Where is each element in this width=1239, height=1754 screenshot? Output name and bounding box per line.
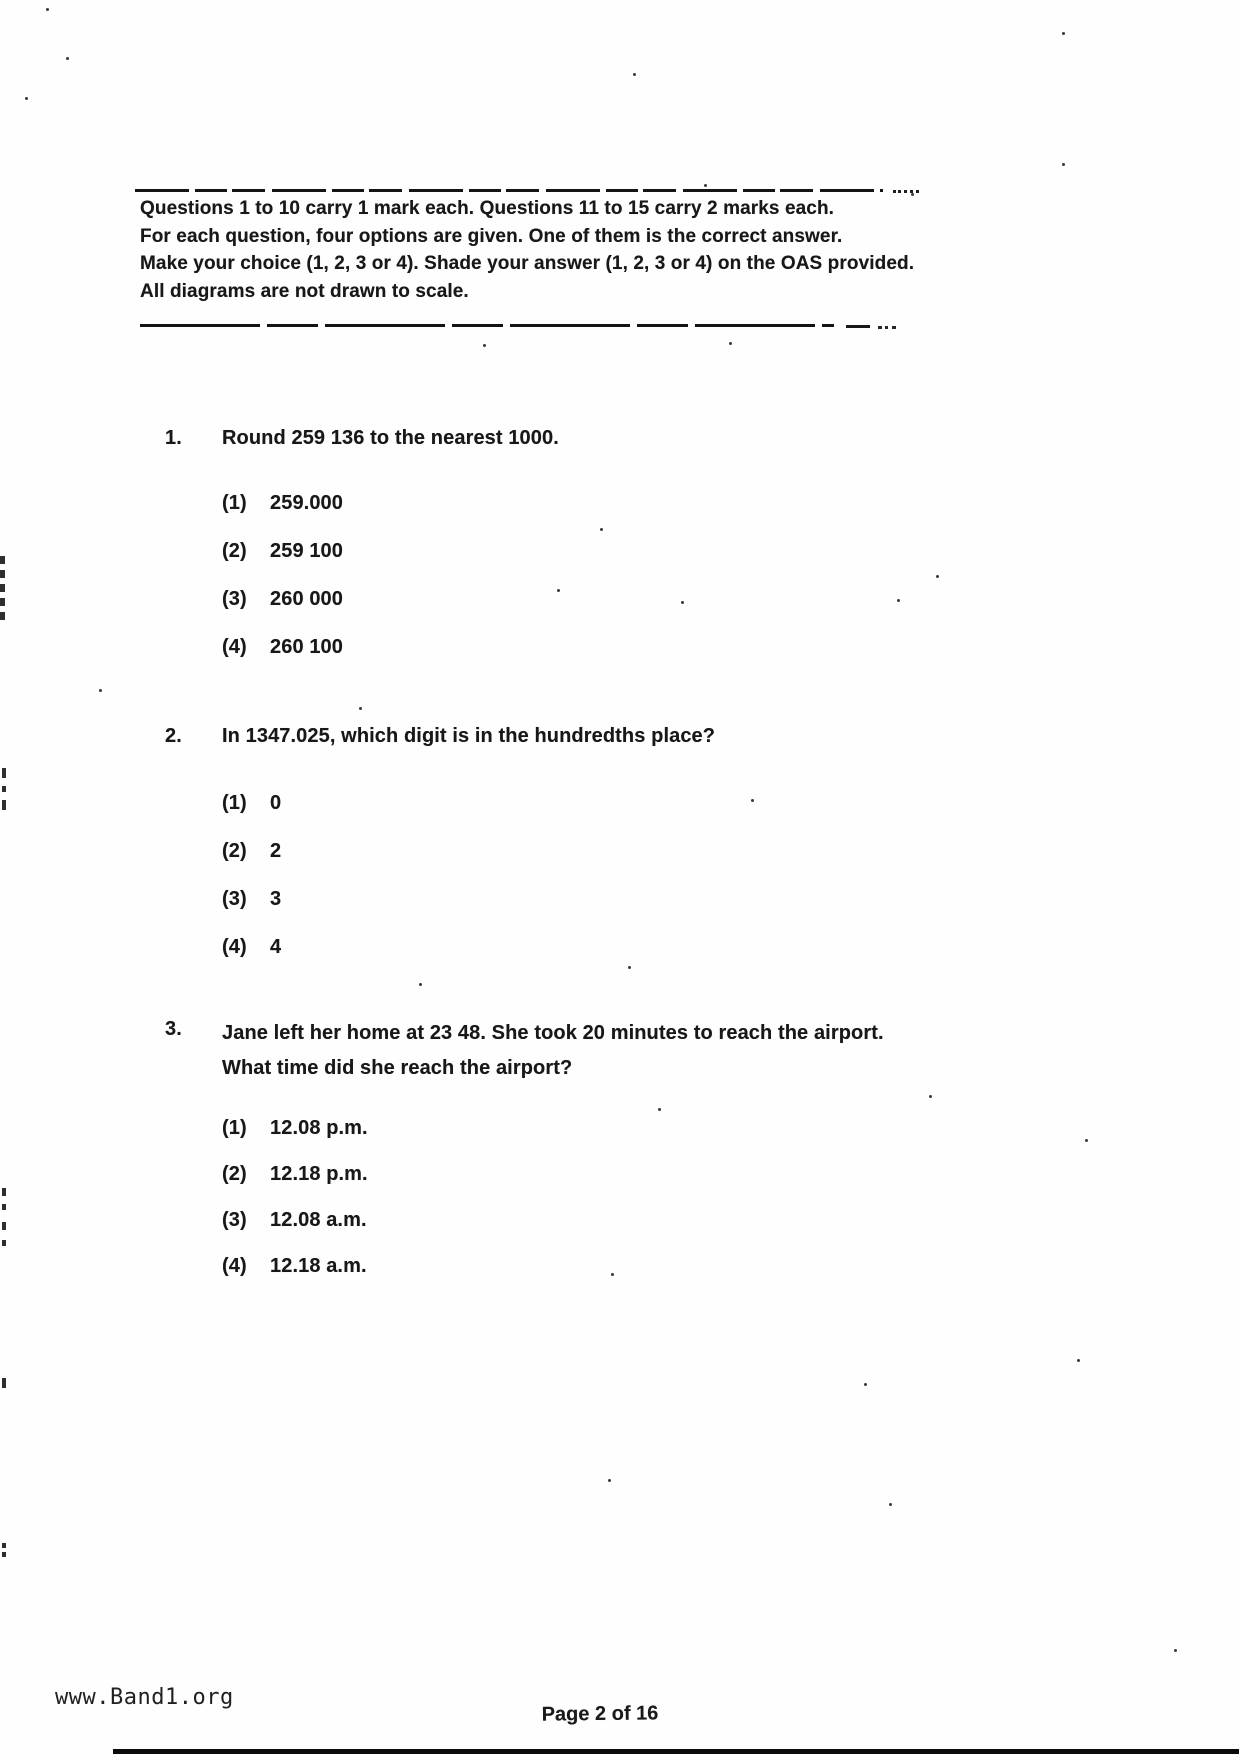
margin-mark — [2, 1240, 6, 1246]
scan-speck — [419, 983, 422, 986]
scan-speck — [897, 599, 900, 602]
option-row — [222, 790, 715, 816]
option-value: 2 — [270, 840, 282, 862]
margin-mark — [2, 786, 6, 792]
margin-mark — [0, 584, 5, 592]
margin-mark — [2, 1222, 6, 1230]
scan-speck — [608, 1479, 611, 1482]
option-label: (4) — [222, 636, 247, 658]
margin-mark — [0, 556, 5, 564]
scan-speck — [1085, 1139, 1088, 1142]
instructions-line-1: Questions 1 to 10 carry 1 mark each. Questions 11 to 15 carry 2 marks each. — [140, 198, 835, 219]
margin-mark — [2, 1543, 6, 1548]
scan-edge-bar — [113, 1749, 1239, 1754]
divider-bottom-dash — [846, 325, 870, 328]
option-label: (2) — [222, 840, 247, 862]
margin-mark — [2, 768, 6, 778]
question-2 — [165, 723, 715, 982]
divider-bottom — [140, 324, 834, 327]
option-value: 12.18 a.m. — [270, 1255, 367, 1277]
scan-speck — [1062, 163, 1065, 166]
question-2-number: 2. — [165, 725, 182, 747]
option-value: 259 100 — [270, 540, 343, 562]
margin-mark — [0, 612, 5, 620]
question-1-number: 1. — [165, 427, 182, 449]
option-row — [222, 1115, 884, 1141]
option-label: (3) — [222, 888, 247, 910]
option-value: 0 — [270, 792, 282, 814]
scan-speck — [681, 601, 684, 604]
margin-mark — [2, 1552, 6, 1557]
scan-speck — [25, 97, 28, 100]
option-row — [222, 538, 559, 564]
divider-top-dots — [893, 190, 919, 193]
option-label: (3) — [222, 1209, 247, 1231]
question-3-number: 3. — [165, 1018, 182, 1040]
scan-speck — [658, 1108, 661, 1111]
question-1 — [165, 425, 559, 682]
option-value: 12.08 a.m. — [270, 1209, 367, 1231]
scan-speck — [99, 689, 102, 692]
scan-speck — [729, 342, 732, 345]
margin-mark — [2, 1378, 6, 1388]
option-row — [222, 838, 715, 864]
option-row — [222, 886, 715, 912]
option-row — [222, 1161, 884, 1187]
scan-speck — [1174, 1649, 1177, 1652]
scan-speck — [483, 344, 486, 347]
scan-speck — [751, 799, 754, 802]
divider-top — [135, 189, 883, 192]
option-row — [222, 586, 559, 612]
question-3-text-line-1: Jane left her home at 23 48. She took 20 minutes to reach the airport. — [222, 1022, 884, 1044]
question-1-text: Round 259 136 to the nearest 1000. — [222, 427, 559, 449]
scan-speck — [1062, 32, 1065, 35]
option-row — [222, 634, 559, 660]
margin-mark — [2, 1204, 6, 1210]
option-row — [222, 1253, 884, 1279]
option-value: 12.18 p.m. — [270, 1163, 368, 1185]
instructions-line-3: Make your choice (1, 2, 3 or 4). Shade your answer (1, 2, 3 or 4) on the OAS provided. — [140, 253, 915, 274]
scan-speck — [600, 528, 603, 531]
option-value: 3 — [270, 888, 282, 910]
scan-speck — [628, 966, 631, 969]
instructions-line-4: All diagrams are not drawn to scale. — [140, 280, 469, 302]
option-label: (4) — [222, 1255, 247, 1277]
scan-speck — [66, 57, 69, 60]
option-label: (2) — [222, 1163, 247, 1185]
scan-speck — [611, 1273, 614, 1276]
scan-speck — [704, 184, 707, 187]
option-row — [222, 934, 715, 960]
instructions-line-2: For each question, four options are given. One of them is the correct answer. — [140, 225, 843, 247]
divider-bottom-dots — [878, 326, 896, 329]
scan-speck — [359, 707, 362, 710]
scan-speck — [889, 1503, 892, 1506]
option-label: (2) — [222, 540, 247, 562]
question-2-text: In 1347.025, which digit is in the hundredths place? — [222, 725, 716, 747]
scan-speck — [929, 1095, 932, 1098]
option-label: (1) — [222, 492, 247, 514]
option-label: (4) — [222, 936, 247, 958]
instructions-block — [140, 195, 980, 305]
scan-speck — [633, 73, 636, 76]
question-2-options — [165, 790, 715, 960]
option-row — [222, 1207, 884, 1233]
scan-speck — [936, 575, 939, 578]
footer-page-indicator: Page 2 of 16 — [541, 1702, 659, 1726]
scan-speck — [911, 193, 914, 196]
margin-mark — [0, 570, 5, 578]
question-3-options — [165, 1115, 884, 1279]
option-value: 260 100 — [270, 636, 343, 658]
margin-mark — [2, 800, 6, 810]
option-value: 12.08 p.m. — [270, 1117, 368, 1139]
question-3-text — [222, 1016, 884, 1086]
scan-speck — [1077, 1359, 1080, 1362]
margin-mark — [0, 598, 5, 606]
option-label: (1) — [222, 1117, 247, 1139]
option-label: (1) — [222, 792, 247, 814]
question-3-text-line-2: What time did she reach the airport? — [222, 1057, 573, 1079]
option-label: (3) — [222, 588, 247, 610]
footer-site-url: www.Band1.org — [55, 1685, 234, 1710]
question-3 — [165, 1016, 884, 1299]
option-value: 4 — [270, 936, 282, 958]
option-row — [222, 490, 559, 516]
scan-speck — [557, 589, 560, 592]
scan-speck — [864, 1383, 867, 1386]
margin-mark — [2, 1188, 6, 1196]
scan-speck — [46, 8, 49, 11]
question-1-options — [165, 490, 559, 660]
option-value: 259.000 — [270, 492, 343, 514]
option-value: 260 000 — [270, 588, 343, 610]
